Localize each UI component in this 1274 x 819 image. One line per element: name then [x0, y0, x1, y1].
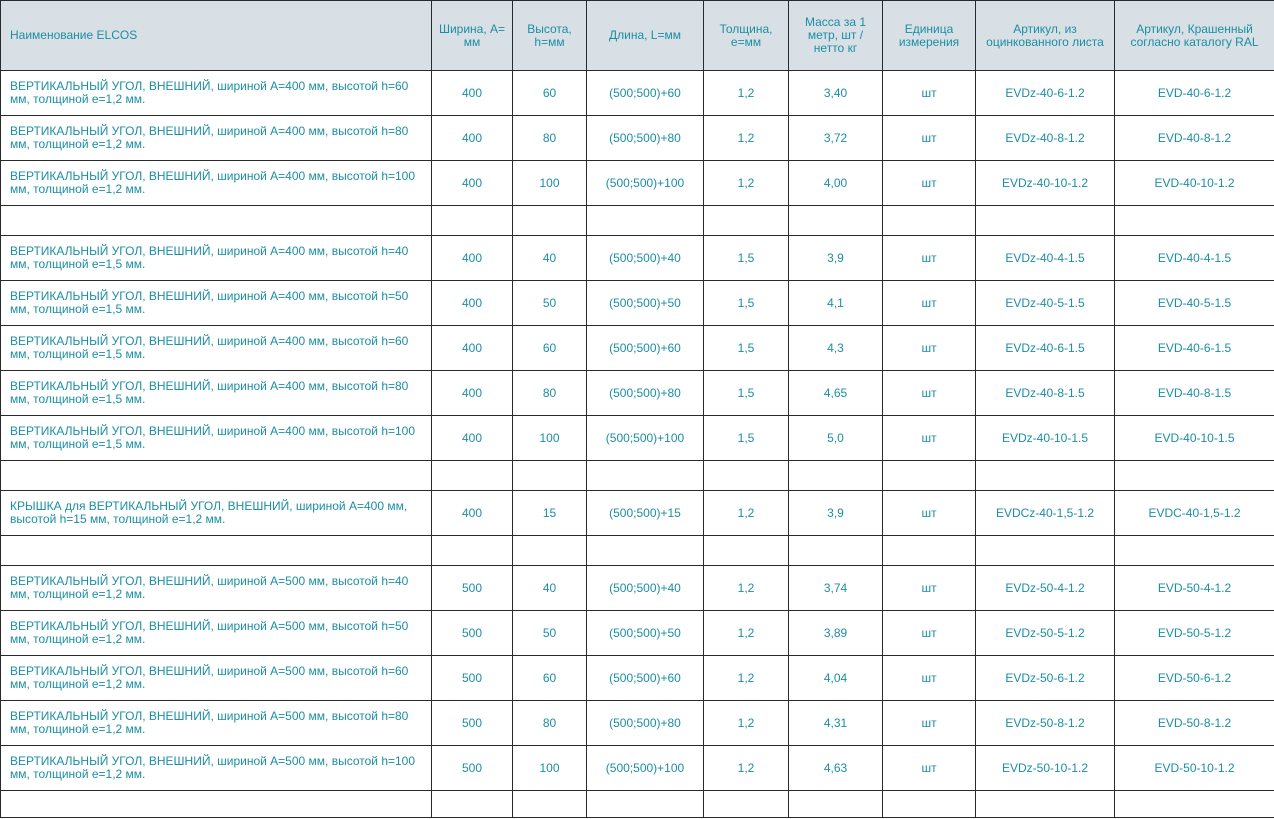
cell-article-galvanized: EVDz-40-8-1.5	[976, 371, 1115, 416]
table-row	[1, 566, 1274, 611]
cell-article-painted: EVD-40-6-1.5	[1115, 326, 1274, 371]
cell-unit: шт	[883, 491, 976, 536]
empty-cell	[1, 536, 432, 566]
table-row	[1, 701, 1274, 746]
empty-cell	[976, 536, 1115, 566]
cell-name: ВЕРТИКАЛЬНЫЙ УГОЛ, ВНЕШНИЙ, шириной A=500 мм, высотой h=80 мм, толщиной e=1,2 мм.	[1, 701, 432, 746]
cell-name: ВЕРТИКАЛЬНЫЙ УГОЛ, ВНЕШНИЙ, шириной A=500 мм, высотой h=40 мм, толщиной e=1,2 мм.	[1, 566, 432, 611]
cell-article-galvanized: EVDCz-40-1,5-1.2	[976, 491, 1115, 536]
header-mass: Масса за 1 метр, шт / нетто кг	[789, 1, 883, 71]
cell-length: (500;500)+80	[587, 701, 704, 746]
cell-mass: 4,1	[789, 281, 883, 326]
cell-unit: шт	[883, 281, 976, 326]
cell-height: 40	[513, 566, 587, 611]
empty-cell	[513, 791, 587, 818]
cell-length: (500;500)+60	[587, 656, 704, 701]
cell-width: 400	[432, 116, 513, 161]
cell-height: 40	[513, 236, 587, 281]
empty-cell	[587, 461, 704, 491]
table-row	[1, 491, 1274, 536]
header-width: Ширина, A= мм	[432, 1, 513, 71]
cell-article-galvanized: EVDz-50-5-1.2	[976, 611, 1115, 656]
empty-cell	[432, 536, 513, 566]
cell-height: 60	[513, 656, 587, 701]
cell-unit: шт	[883, 416, 976, 461]
cell-article-painted: EVD-40-4-1.5	[1115, 236, 1274, 281]
table-row	[1, 416, 1274, 461]
empty-cell	[976, 206, 1115, 236]
cell-length: (500;500)+60	[587, 71, 704, 116]
empty-cell	[1115, 461, 1274, 491]
cell-width: 400	[432, 281, 513, 326]
cell-name: ВЕРТИКАЛЬНЫЙ УГОЛ, ВНЕШНИЙ, шириной A=400 мм, высотой h=80 мм, толщиной e=1,2 мм.	[1, 116, 432, 161]
cell-thickness: 1,2	[704, 566, 789, 611]
empty-cell	[1, 791, 432, 818]
cell-height: 80	[513, 701, 587, 746]
header-article-galvanized: Артикул, из оцинкованного листа	[976, 1, 1115, 71]
cell-length: (500;500)+50	[587, 281, 704, 326]
cell-thickness: 1,2	[704, 491, 789, 536]
cell-thickness: 1,5	[704, 326, 789, 371]
empty-cell	[704, 461, 789, 491]
empty-cell	[432, 791, 513, 818]
empty-cell	[883, 461, 976, 491]
cell-mass: 3,72	[789, 116, 883, 161]
cell-width: 400	[432, 71, 513, 116]
table-row	[1, 71, 1274, 116]
cell-thickness: 1,2	[704, 701, 789, 746]
table-row	[1, 371, 1274, 416]
cell-unit: шт	[883, 161, 976, 206]
cell-article-painted: EVD-50-6-1.2	[1115, 656, 1274, 701]
cell-name: ВЕРТИКАЛЬНЫЙ УГОЛ, ВНЕШНИЙ, шириной A=400 мм, высотой h=80 мм, толщиной e=1,5 мм.	[1, 371, 432, 416]
cell-thickness: 1,5	[704, 236, 789, 281]
empty-cell	[513, 206, 587, 236]
cell-article-galvanized: EVDz-40-6-1.5	[976, 326, 1115, 371]
cell-unit: шт	[883, 611, 976, 656]
cell-mass: 3,9	[789, 491, 883, 536]
cell-width: 500	[432, 656, 513, 701]
empty-cell	[789, 536, 883, 566]
cell-name: КРЫШКА для ВЕРТИКАЛЬНЫЙ УГОЛ, ВНЕШНИЙ, шириной A=400 мм, высотой h=15 мм, толщиной e=1,2 мм.	[1, 491, 432, 536]
cell-width: 400	[432, 236, 513, 281]
header-article-painted: Артикул, Крашенный согласно каталогу RAL	[1115, 1, 1274, 71]
cell-height: 80	[513, 116, 587, 161]
empty-cell	[432, 206, 513, 236]
cell-mass: 4,04	[789, 656, 883, 701]
cell-thickness: 1,5	[704, 371, 789, 416]
table-header-row	[1, 1, 1274, 71]
empty-cell	[704, 206, 789, 236]
cell-article-painted: EVD-50-4-1.2	[1115, 566, 1274, 611]
cell-width: 500	[432, 701, 513, 746]
empty-cell	[1115, 206, 1274, 236]
cell-article-painted: EVD-50-10-1.2	[1115, 746, 1274, 791]
cell-article-galvanized: EVDz-50-10-1.2	[976, 746, 1115, 791]
cell-mass: 4,63	[789, 746, 883, 791]
cell-length: (500;500)+80	[587, 116, 704, 161]
empty-cell	[513, 461, 587, 491]
empty-row	[1, 461, 1274, 491]
cell-length: (500;500)+100	[587, 161, 704, 206]
cell-thickness: 1,5	[704, 416, 789, 461]
empty-cell	[513, 536, 587, 566]
header-name: Наименование ELCOS	[1, 1, 432, 71]
cell-unit: шт	[883, 701, 976, 746]
header-length: Длина, L=мм	[587, 1, 704, 71]
cell-height: 15	[513, 491, 587, 536]
cell-name: ВЕРТИКАЛЬНЫЙ УГОЛ, ВНЕШНИЙ, шириной A=500 мм, высотой h=60 мм, толщиной e=1,2 мм.	[1, 656, 432, 701]
cell-height: 50	[513, 281, 587, 326]
cell-height: 60	[513, 71, 587, 116]
cell-mass: 4,00	[789, 161, 883, 206]
cell-length: (500;500)+60	[587, 326, 704, 371]
cell-thickness: 1,2	[704, 161, 789, 206]
cell-unit: шт	[883, 746, 976, 791]
cell-article-galvanized: EVDz-40-10-1.5	[976, 416, 1115, 461]
table-row	[1, 611, 1274, 656]
empty-cell	[587, 791, 704, 818]
cell-height: 100	[513, 161, 587, 206]
cell-article-galvanized: EVDz-40-8-1.2	[976, 116, 1115, 161]
cell-mass: 4,65	[789, 371, 883, 416]
cell-article-galvanized: EVDz-40-5-1.5	[976, 281, 1115, 326]
cell-article-galvanized: EVDz-50-4-1.2	[976, 566, 1115, 611]
cell-width: 400	[432, 371, 513, 416]
empty-cell	[883, 536, 976, 566]
cell-width: 500	[432, 566, 513, 611]
cell-length: (500;500)+100	[587, 746, 704, 791]
cell-unit: шт	[883, 236, 976, 281]
table-row	[1, 326, 1274, 371]
cell-height: 100	[513, 746, 587, 791]
cell-length: (500;500)+40	[587, 566, 704, 611]
header-unit: Единица измерения	[883, 1, 976, 71]
table-body	[1, 71, 1274, 818]
cell-length: (500;500)+40	[587, 236, 704, 281]
cell-article-galvanized: EVDz-40-4-1.5	[976, 236, 1115, 281]
empty-row	[1, 206, 1274, 236]
table-row	[1, 116, 1274, 161]
cell-article-galvanized: EVDz-50-8-1.2	[976, 701, 1115, 746]
empty-row-tail	[1, 791, 1274, 818]
cell-name: ВЕРТИКАЛЬНЫЙ УГОЛ, ВНЕШНИЙ, шириной A=400 мм, высотой h=60 мм, толщиной e=1,5 мм.	[1, 326, 432, 371]
cell-article-painted: EVD-40-6-1.2	[1115, 71, 1274, 116]
cell-name: ВЕРТИКАЛЬНЫЙ УГОЛ, ВНЕШНИЙ, шириной A=500 мм, высотой h=100 мм, толщиной e=1,2 мм.	[1, 746, 432, 791]
cell-unit: шт	[883, 566, 976, 611]
cell-thickness: 1,2	[704, 71, 789, 116]
cell-thickness: 1,2	[704, 656, 789, 701]
cell-mass: 4,31	[789, 701, 883, 746]
empty-cell	[587, 536, 704, 566]
cell-mass: 3,89	[789, 611, 883, 656]
cell-article-painted: EVD-40-10-1.5	[1115, 416, 1274, 461]
cell-unit: шт	[883, 326, 976, 371]
empty-cell	[1115, 791, 1274, 818]
cell-unit: шт	[883, 656, 976, 701]
empty-cell	[704, 536, 789, 566]
empty-cell	[432, 461, 513, 491]
cell-thickness: 1,5	[704, 281, 789, 326]
empty-cell	[587, 206, 704, 236]
cell-name: ВЕРТИКАЛЬНЫЙ УГОЛ, ВНЕШНИЙ, шириной A=400 мм, высотой h=100 мм, толщиной e=1,2 мм.	[1, 161, 432, 206]
cell-mass: 3,9	[789, 236, 883, 281]
cell-mass: 4,3	[789, 326, 883, 371]
cell-unit: шт	[883, 71, 976, 116]
cell-unit: шт	[883, 116, 976, 161]
cell-height: 80	[513, 371, 587, 416]
cell-article-galvanized: EVDz-50-6-1.2	[976, 656, 1115, 701]
empty-cell	[976, 791, 1115, 818]
table-row	[1, 161, 1274, 206]
cell-mass: 3,40	[789, 71, 883, 116]
cell-length: (500;500)+80	[587, 371, 704, 416]
cell-thickness: 1,2	[704, 746, 789, 791]
cell-height: 50	[513, 611, 587, 656]
empty-cell	[789, 791, 883, 818]
cell-name: ВЕРТИКАЛЬНЫЙ УГОЛ, ВНЕШНИЙ, шириной A=500 мм, высотой h=50 мм, толщиной e=1,2 мм.	[1, 611, 432, 656]
header-height: Высота, h=мм	[513, 1, 587, 71]
cell-height: 60	[513, 326, 587, 371]
empty-cell	[976, 461, 1115, 491]
empty-cell	[883, 206, 976, 236]
cell-width: 400	[432, 416, 513, 461]
cell-width: 500	[432, 611, 513, 656]
cell-article-painted: EVD-50-5-1.2	[1115, 611, 1274, 656]
cell-width: 400	[432, 161, 513, 206]
cell-width: 400	[432, 491, 513, 536]
cell-article-galvanized: EVDz-40-10-1.2	[976, 161, 1115, 206]
table-row	[1, 746, 1274, 791]
cell-thickness: 1,2	[704, 611, 789, 656]
cell-unit: шт	[883, 371, 976, 416]
cell-article-painted: EVDC-40-1,5-1.2	[1115, 491, 1274, 536]
cell-width: 400	[432, 326, 513, 371]
empty-cell	[704, 791, 789, 818]
cell-name: ВЕРТИКАЛЬНЫЙ УГОЛ, ВНЕШНИЙ, шириной A=400 мм, высотой h=40 мм, толщиной e=1,5 мм.	[1, 236, 432, 281]
cell-mass: 3,74	[789, 566, 883, 611]
cell-thickness: 1,2	[704, 116, 789, 161]
cell-mass: 5,0	[789, 416, 883, 461]
cell-article-painted: EVD-40-10-1.2	[1115, 161, 1274, 206]
cell-article-painted: EVD-40-8-1.2	[1115, 116, 1274, 161]
empty-cell	[1, 206, 432, 236]
empty-cell	[789, 206, 883, 236]
empty-cell	[1, 461, 432, 491]
cell-name: ВЕРТИКАЛЬНЫЙ УГОЛ, ВНЕШНИЙ, шириной A=400 мм, высотой h=50 мм, толщиной e=1,5 мм.	[1, 281, 432, 326]
cell-article-painted: EVD-50-8-1.2	[1115, 701, 1274, 746]
table-row	[1, 656, 1274, 701]
cell-length: (500;500)+15	[587, 491, 704, 536]
cell-name: ВЕРТИКАЛЬНЫЙ УГОЛ, ВНЕШНИЙ, шириной A=400 мм, высотой h=100 мм, толщиной e=1,5 мм.	[1, 416, 432, 461]
cell-article-painted: EVD-40-8-1.5	[1115, 371, 1274, 416]
empty-cell	[883, 791, 976, 818]
empty-cell	[789, 461, 883, 491]
header-thickness: Толщина, e=мм	[704, 1, 789, 71]
cell-width: 500	[432, 746, 513, 791]
cell-name: ВЕРТИКАЛЬНЫЙ УГОЛ, ВНЕШНИЙ, шириной A=400 мм, высотой h=60 мм, толщиной e=1,2 мм.	[1, 71, 432, 116]
cell-length: (500;500)+100	[587, 416, 704, 461]
table-row	[1, 281, 1274, 326]
cell-article-galvanized: EVDz-40-6-1.2	[976, 71, 1115, 116]
cell-length: (500;500)+50	[587, 611, 704, 656]
cell-article-painted: EVD-40-5-1.5	[1115, 281, 1274, 326]
cell-height: 100	[513, 416, 587, 461]
table-row	[1, 236, 1274, 281]
empty-row	[1, 536, 1274, 566]
empty-cell	[1115, 536, 1274, 566]
